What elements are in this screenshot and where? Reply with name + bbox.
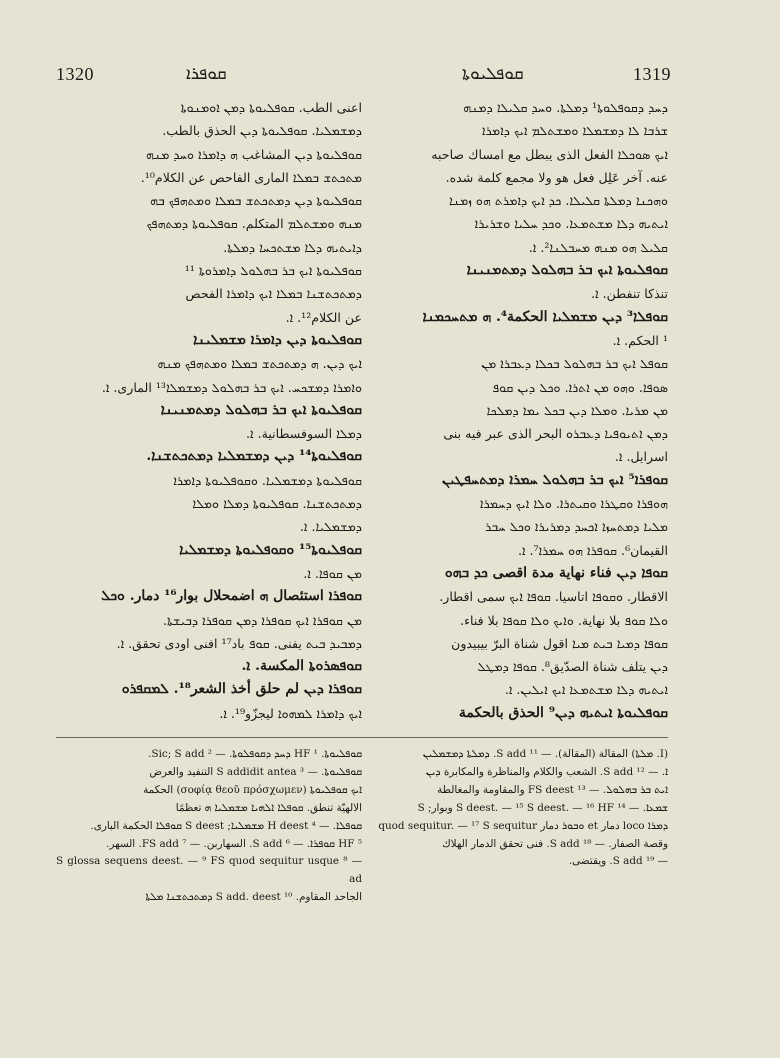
text-line: اسرايل. ܐ. bbox=[614, 449, 668, 465]
footnote-line: ܩܘܦܠܐ. — ⁴ H deest ܡܫܡܠܝܐ; S deest ܩܘܦܠܐ الحكمة البارى. bbox=[90, 819, 362, 832]
text-line: عنه. آخر عَلِل فعل هو ولا مجمع كلمة شده. bbox=[445, 169, 668, 185]
left-running-head: ܩܘܦܪܐ bbox=[186, 64, 227, 84]
left-page-number: 1320 bbox=[56, 64, 94, 84]
text-line: ܡܢ ܩܘܦܐ. ܐ. bbox=[303, 565, 362, 581]
right-page-number: 1319 bbox=[633, 64, 671, 84]
text-line: ܐܝܬܝܗ ܕܠܐ ܡܫܬܡܥܐ. ܘܟܕ ܚܠܝܐ ܘܫܪܝܪܐ bbox=[474, 216, 668, 232]
text-line: ܐܝܟ ܣܘܟܠܐ الفعل الذى يبطل مع امساك صاحبه bbox=[431, 146, 668, 162]
text-line: ܩܘܦܠܝܘܬܐ ܕܝܢ ܕܡܬܟܬܫ ܒܡܠܐ ܘܡܬܗܦܟ ܒܗ bbox=[150, 193, 362, 209]
text-line: تنذكا تنفطن. ܐ. bbox=[591, 286, 668, 302]
text-line: ܘܐܡܪܐ ܕܡܫܟܚ. ܐܝܟ ܒܪ ܒܗܠܘܠ ܕܡܫܡܠܐ¹³ المارى. ܐ. bbox=[101, 379, 362, 395]
text-line: ܐܝܬܝܗ ܕܠܐ ܡܫܬܡܥܐ ܐܝܟ ܐܝܠܝܢ. ܐ. bbox=[504, 682, 668, 698]
text-line-headword: ܩܘܦܠܝܘܬܐ ܐܝܟ ܒܪ ܒܗܠܘܠ ܕܡܬܡܢܝܢܐ bbox=[160, 401, 362, 418]
footnote-line: الجاحد المقاوم. ¹⁰ S add. deest ܕܡܬܟܬܫܢܐ ܡܠܬܐ bbox=[145, 891, 362, 904]
text-line: ܫܪܒܐ ܠܐ ܕܡܫܡܠܐ ܘܡܫܬܠܡ ܐܝܟ ܕܐܡܪܐ bbox=[482, 123, 668, 139]
text-line-headword: ܩܘܦܠܝܘܬܐ ܐܝܬܝܗ ܕܝܢ⁹ الحذق بالحكمة bbox=[458, 704, 668, 721]
footnote-line: — ⁸ S glossa sequens deest. — ⁹ FS quod sequitur usque ad bbox=[56, 855, 362, 886]
text-line: الاقطار. ܘܩܘܦܐ اتاسيا. ܩܘܦܐ ܐܝܟ سمى اقطار. bbox=[439, 589, 668, 605]
text-line: ܡܢ ܩܘܦܪܐ ܐܝܟ ܩܘܦܪܐ ܕܡܢ ܩܘܦܪܐ ܕܒܝܫܬܐ. bbox=[162, 612, 362, 628]
text-line: ܘܠܐ ܩܘܦ بلا نهاية. ܘܐܝܟ ܘܠܐ ܩܘܦܐ بلا فناء. bbox=[460, 612, 668, 628]
footnote-line: ⁵ HF ܩܘܦܪܐ. — ⁶ S add. السهاربن. — ⁷ FS add. السهر. bbox=[106, 837, 362, 850]
text-line: ܩܘܦܐ ܕܡܝܐ ܒܝܬ ܡܝܐ اقول شناة البرّ بيبيدون bbox=[451, 635, 668, 651]
footnote-line: وقصة الصفار. — ¹⁸ S add. فنى تحقق الدمار الهلاك bbox=[442, 837, 668, 850]
text-line-headword: ܩܘܦܐ ܕܝܢ فناء نهاية مدة اقصى ܟܕ ܒܗܘ bbox=[444, 564, 668, 581]
text-line: ܡܠܝܐ ܕܡܬܚܙܐ ܐܟܚܕ ܕܡܪܝܪܐ ܘܟܠ ܚܒܪ bbox=[485, 519, 668, 535]
text-line-headword: ܩܘܦܪܐ⁵ ܐܝܟ ܒܪ ܒܗܠܘܠ ܚܡܪܐ ܕܡܬܚܦܛܝܢ bbox=[441, 471, 668, 488]
left-column-text bbox=[56, 96, 362, 725]
text-line: اعنى الطب. ܩܘܦܠܝܘܬܐ ܕܡܢ ܐܘܡܢܘܬܐ bbox=[180, 100, 362, 115]
right-footnotes bbox=[362, 746, 668, 871]
text-line: ܡܢܗ ܘܡܫܬܠܡ المتكلم. ܩܘܦܠܝܘܬܐ ܕܡܬܗܦܟ bbox=[146, 216, 362, 232]
text-line-headword: ܩܘܦܠܐ³ ܕܝܢ ܡܫܡܠܝܐ الحكمة⁴. ܗ ܡܬܚܟܡܢܐ bbox=[422, 308, 668, 325]
text-line: ܕܡܫܡܠܝܐ. ܩܘܦܠܝܘܬܐ ܕܝܢ الحذق بالطب. bbox=[162, 123, 362, 139]
text-line: ܩܘܦܠܝܘܬܐ ܕܝܢ المشاغب ܗ ܕܐܡܪܐ ܘܚܕ ܡܢܗ bbox=[145, 146, 362, 162]
right-column-text bbox=[362, 96, 668, 725]
text-line-headword: ܩܘܦܪܐ استئصال ܗ اضمحلال بوار¹⁶ دمار. ܘܟܠ bbox=[101, 588, 362, 605]
footnote-line: ܩܘܦܠܝܘܬܐ. ¹ HF ܕܚܕ ܕܩܘܦܠܘܬܐ. — ² Sic; S add. bbox=[148, 748, 362, 760]
text-line: ܐܝܟ ܕܝܢ. ܗ ܕܡܬܟܬܫ ܒܡܠܐ ܘܡܬܗܦܟ ܡܢܗ bbox=[157, 356, 362, 372]
text-line: ܕܝܢ يتلف شناة الصدّيق⁸. ܩܘܦܐ ܕܡܛܠ bbox=[477, 659, 668, 675]
text-line-headword: ܩܘܦܠܝܘܬܐ ܕܝܢ ܕܐܡܪܐ ܡܫܡܠܝܢܐ bbox=[193, 331, 362, 348]
text-line: ܕܡܬܟܬܫܢܐ. ܩܘܦܠܝܘܬܐ ܕܡܠܐ ܘܡܠܐ bbox=[192, 496, 362, 512]
footnote-line: الالهيّة تنطق. ܩܘܦܠܐ ܐܠܗܝܐ ܡܫܡܠܝܐ ܗ تعظمًا bbox=[175, 801, 362, 814]
right-footnote-rule bbox=[362, 737, 668, 738]
text-line: ܕܡܢ ܐܬܝܘܦܝܐ ܕܥܒܪܘ البحر الذى عبر فيه بنى bbox=[443, 426, 668, 442]
right-running-head: ܩܘܦܠܝܘܬܐ bbox=[462, 64, 524, 84]
footnote-line: ܫܡܥܐ. — ¹⁴ S deest. — ¹⁵ S deest. — ¹⁶ HF وبوار; S bbox=[417, 801, 668, 814]
text-line: ܩܘܦܠ ܐܝܟ ܒܪ ܒܗܠܘܠ ܒܟܠܐ ܕܥܒܪܐ ܡܢ bbox=[481, 356, 668, 372]
text-line: ܐܝܟ ܕܐܡܪܐ ܠܡܗܘܐ ليجزّو¹⁹. ܐ. bbox=[219, 705, 362, 721]
text-line: القيمان⁶. ܩܘܦܪܐ ܗܘ ܚܡܪܐ⁷. ܐ. bbox=[517, 542, 668, 558]
text-line: ܘܗܟܢܐ ܕܡܠܬܐ ܩܠܝܠܐ. ܟܕ ܐܝܟ ܕܐܡܪܬ ܗܘ ܙܡܢܐ bbox=[448, 193, 668, 209]
text-line: ܣܘܦܐ. ܘܗܘ ܡܢ ܐܬܪܐ. ܘܟܠ ܕܝܢ ܩܘܦ bbox=[492, 379, 668, 395]
text-line: ܕܡܠܐ السوفسطانية. ܐ. bbox=[246, 426, 362, 442]
text-line: ܡܬܟܬܫ ܒܡܠܐ المارى الفاحص عن الكلام¹⁰. bbox=[140, 169, 362, 185]
text-line: ܩܘܦܠܝܘܬܐ ܐܝܟ ܒܪ ܒܗܠܘܠ ܕܐܡܪܘܬܐ ¹¹ bbox=[184, 263, 362, 279]
left-footnote-rule bbox=[56, 737, 362, 738]
left-footnotes bbox=[56, 746, 362, 907]
text-line-headword: ܩܘܦܠܝܘܬܐ¹⁵ ܘܩܘܦܠܝܘܬܐ ܕܡܫܡܠܝܐ bbox=[179, 541, 362, 558]
text-line: عن الكلام¹². ܐ. bbox=[285, 309, 362, 325]
footnote-line: ܕܡܪܐ loco دمار et ܘܒܘܪ دمار quod sequitur. — ¹⁷ S sequitur bbox=[378, 819, 668, 832]
text-line: ܕܡܬܟܬܫܢܐ ܒܡܠܐ ܐܝܟ ܕܐܡܪܐ الفحص bbox=[185, 286, 362, 302]
footnote-line: — ¹⁹ S add. ويقتضى. bbox=[568, 855, 668, 868]
text-line-headword: ܩܘܦܠܝܘܬܐ¹⁴ ܕܝܢ ܕܡܫܡܠܝܐ ܕܡܬܟܬܫܢܐ. bbox=[146, 448, 362, 465]
text-line: ܗܘܦܪܐ ܘܩܛܪܐ ܘܩܝܬܪܐ. ܘܠܐ ܐܝܟ ܕܚܡܪܐ bbox=[480, 496, 668, 512]
footnote-line: ܐܝܬ ܒܪ ܒܗܠܘܠ. — ¹³ FS deest والمقاومة والمغالطة bbox=[437, 783, 668, 796]
text-line-headword: ܩܘܦܪܐ ܕܝܢ لم حلق أخذ الشعر¹⁸. ܠܡܩܦܪܘ bbox=[121, 681, 362, 698]
text-line-headword: ܩܘܦܠܝܘܬܐ ܐܝܟ ܒܪ ܒܗܠܘܠ ܕܡܬܡܢܝܢܐ bbox=[466, 262, 668, 279]
text-line: ܕܡܫܡܠܝܐ. ܐ. bbox=[299, 519, 362, 535]
footnote-line: ܐܝܟ ܩܘܦܠܝܘܬܐ (σοφίᾳ θεοῦ πρόσχωμεν) الحكمة bbox=[143, 783, 362, 796]
footnote-line: ܐ. — ¹² S add. الشعب والكلام والمناظرة والمكابرة ܕܝܢ bbox=[425, 765, 668, 778]
text-line: ܩܠܝܠ ܗܘ ܡܢܗ ܡܚܒܠܢܐ². ܐ. bbox=[528, 239, 668, 255]
footnote-line: (I. ܡܠܬܐ) المقالة (المقالة). — ¹¹ S add. ܕܡܠܬܐ ܕܡܫܡܠܝܢ bbox=[422, 748, 668, 760]
text-line: ܕܡܒܝܕ ܒܝܬ يفنى. ܩܘܦ باد¹⁷ افنى اودى تحقق. ܐ. bbox=[116, 635, 362, 651]
text-line-headword: ܩܘܦܣܪܘܬܐ المكسة. ܐ. bbox=[241, 658, 362, 675]
text-line: ¹ الحكم. ܐ. bbox=[612, 332, 668, 348]
text-line: ܕܚܕ ܕܩܘܦܠܘܬܐ¹ ܕܡܠܬܐ. ܘܚܕ ܩܠܝܠܐ ܕܡܢܗ bbox=[463, 100, 668, 115]
footnote-line: ܩܘܦܠܝܘܬܐ. — ³ S addidit antea التنفيد والعرض bbox=[149, 765, 362, 778]
text-line: ܡܢ ܡܪܝܐ. ܘܡܠܐ ܕܝܢ ܒܟܠ ܝܡܐ ܕܡܠܟܐ bbox=[486, 402, 668, 418]
text-line: ܕܐܝܬܝܗ ܕܠܐ ܡܫܬܟܚܐ ܕܡܠܬܐ. bbox=[223, 239, 362, 255]
text-line: ܩܘܦܠܝܘܬܐ ܕܡܫܡܠܝܐ. ܘܩܘܦܠܝܘܬܐ ܕܐܡܪܐ bbox=[173, 472, 362, 488]
